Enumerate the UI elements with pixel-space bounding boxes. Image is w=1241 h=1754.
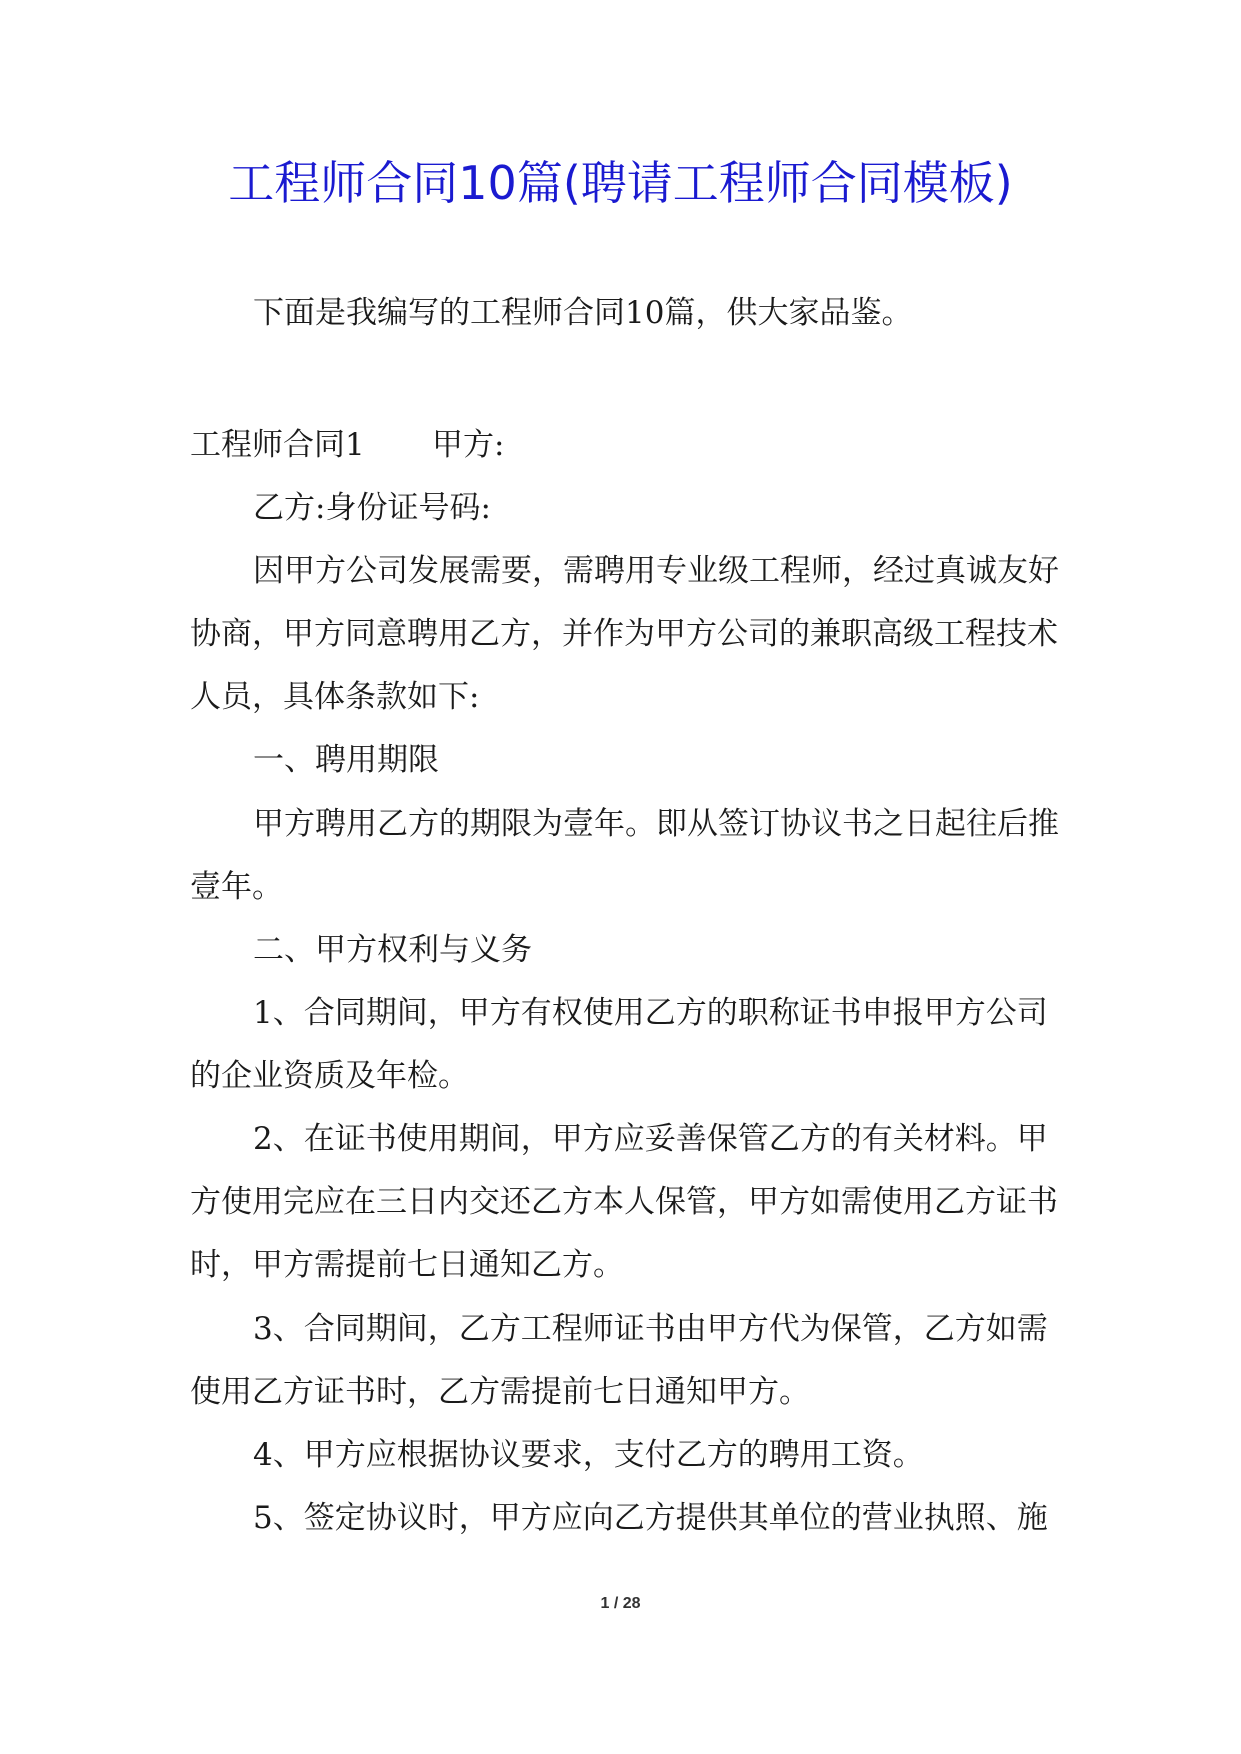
body-line: 甲方聘用乙方的期限为壹年。即从签订协议书之日起往后推: [253, 806, 1059, 842]
body-line: 使用乙方证书时，乙方需提前七日通知甲方。: [190, 1374, 810, 1410]
page-indicator: 1 / 28: [600, 1595, 641, 1612]
clause-heading: 一、聘用期限: [253, 742, 439, 778]
body-line: 人员，具体条款如下:: [190, 679, 480, 715]
body-line: 2、在证书使用期间，甲方应妥善保管乙方的有关材料。甲: [253, 1121, 1048, 1157]
body-line: 时，甲方需提前七日通知乙方。: [190, 1247, 624, 1283]
intro-paragraph: 下面是我编写的工程师合同10篇，供大家品鉴。: [253, 295, 913, 331]
body-line: 3、合同期间，乙方工程师证书由甲方代为保管，乙方如需: [253, 1311, 1048, 1347]
section-heading: 工程师合同1: [190, 427, 365, 463]
document-title: 工程师合同10篇(聘请工程师合同模板): [228, 156, 1013, 210]
body-line: 方使用完应在三日内交还乙方本人保管，甲方如需使用乙方证书: [190, 1184, 1058, 1220]
body-line: 4、甲方应根据协议要求，支付乙方的聘用工资。: [253, 1437, 924, 1473]
body-line: 乙方:身份证号码:: [253, 490, 491, 526]
body-line: 壹年。: [190, 869, 283, 905]
clause-heading: 二、甲方权利与义务: [253, 932, 532, 968]
body-line: 因甲方公司发展需要，需聘用专业级工程师，经过真诚友好: [253, 553, 1059, 589]
body-line: 1、合同期间，甲方有权使用乙方的职称证书申报甲方公司: [253, 995, 1048, 1031]
party-a-label: 甲方:: [432, 427, 505, 463]
body-line: 5、签定协议时，甲方应向乙方提供其单位的营业执照、施: [253, 1500, 1048, 1536]
body-line: 的企业资质及年检。: [190, 1058, 469, 1094]
body-line: 协商，甲方同意聘用乙方，并作为甲方公司的兼职高级工程技术: [190, 616, 1058, 652]
